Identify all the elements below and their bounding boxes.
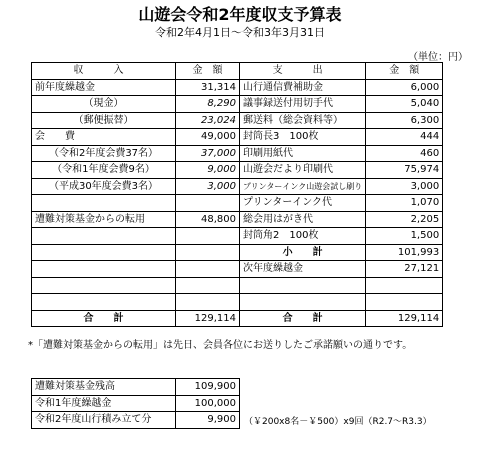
income-item: （令和1年度会費9名） — [32, 162, 176, 179]
income-item — [32, 228, 176, 245]
income-header: 収 入 — [32, 63, 176, 80]
income-amount — [176, 261, 240, 278]
expense-item: 郵送料（総会資料等） — [240, 112, 366, 129]
expense-header: 支 出 — [240, 63, 366, 80]
table-row — [32, 379, 240, 396]
income-item: （現金） — [32, 96, 176, 113]
budget-table — [31, 62, 443, 327]
expense-subtotal-label: 小 計 — [240, 244, 366, 261]
table-row — [32, 294, 443, 311]
income-item: （郵便振替） — [32, 112, 176, 129]
income-item: 会 費 — [32, 129, 176, 146]
balance-value: 9,900 — [176, 412, 240, 429]
income-item — [32, 277, 176, 294]
income-total-label: 合 計 — [32, 310, 176, 327]
expense-amount: 3,000 — [366, 178, 443, 195]
income-item: （平成30年度会費3名） — [32, 178, 176, 195]
expense-item: 封筒長3 100枚 — [240, 129, 366, 146]
expense-amount: 444 — [366, 129, 443, 146]
income-total-amount: 129,114 — [176, 310, 240, 327]
income-amount-header: 金 額 — [176, 63, 240, 80]
income-amount: 8,290 — [176, 96, 240, 113]
table-row — [32, 277, 443, 294]
expense-subtotal-amount: 101,993 — [366, 244, 443, 261]
table-row — [32, 129, 443, 146]
expense-amount: 460 — [366, 145, 443, 162]
budget-header-row — [32, 63, 443, 80]
expense-item — [240, 294, 366, 311]
balance-table — [31, 378, 240, 429]
table-row — [32, 244, 443, 261]
fiscal-period: 令和2年4月1日～令和3年3月31日 — [155, 26, 325, 39]
income-item: 前年度繰越金 — [32, 79, 176, 96]
income-amount: 49,000 — [176, 129, 240, 146]
unit-label: （単位：円） — [408, 52, 468, 63]
expense-item — [240, 277, 366, 294]
income-item — [32, 261, 176, 278]
income-amount — [176, 294, 240, 311]
table-row — [32, 79, 443, 96]
expense-item: 総会用はがき代 — [240, 211, 366, 228]
expense-amount: 75,974 — [366, 162, 443, 179]
income-amount: 3,000 — [176, 178, 240, 195]
income-amount — [176, 195, 240, 212]
balance-label: 令和1年度繰越金 — [32, 395, 176, 412]
expense-amount: 27,121 — [366, 261, 443, 278]
footnote: *「遭難対策基金からの転用」は先日、会員各位にお送りしたご承諾願いの通りです。 — [28, 340, 413, 351]
expense-total-label: 合 計 — [240, 310, 366, 327]
balance-label: 令和2年度山行積み立て分 — [32, 412, 176, 429]
income-amount: 23,024 — [176, 112, 240, 129]
table-row — [32, 195, 443, 212]
income-amount — [176, 228, 240, 245]
expense-item: 印刷用紙代 — [240, 145, 366, 162]
income-amount — [176, 244, 240, 261]
table-row — [32, 178, 443, 195]
expense-amount: 1,070 — [366, 195, 443, 212]
income-amount: 31,314 — [176, 79, 240, 96]
totals-row — [32, 310, 443, 327]
table-row — [32, 162, 443, 179]
income-amount: 9,000 — [176, 162, 240, 179]
expense-amount: 6,300 — [366, 112, 443, 129]
income-amount: 37,000 — [176, 145, 240, 162]
income-item — [32, 195, 176, 212]
income-item: （令和2年度会費37名） — [32, 145, 176, 162]
calculation-note: （￥200x8名－￥500）x9回（R2.7～R3.3） — [244, 417, 432, 427]
balance-value: 100,000 — [176, 395, 240, 412]
page-title: 山遊会令和2年度収支予算表 — [138, 5, 342, 24]
expense-amount-header: 金 額 — [366, 63, 443, 80]
expense-item: プリンターインク代 — [240, 195, 366, 212]
expense-item: 山遊会だより印刷代 — [240, 162, 366, 179]
expense-amount — [366, 277, 443, 294]
income-item — [32, 244, 176, 261]
income-amount: 48,800 — [176, 211, 240, 228]
expense-item: 封筒角2 100枚 — [240, 228, 366, 245]
table-row — [32, 412, 240, 429]
expense-total-amount: 129,114 — [366, 310, 443, 327]
expense-amount: 2,205 — [366, 211, 443, 228]
expense-amount: 1,500 — [366, 228, 443, 245]
table-row — [32, 112, 443, 129]
expense-item: 山行通信費補助金 — [240, 79, 366, 96]
table-row — [32, 211, 443, 228]
expense-item: 次年度繰越金 — [240, 261, 366, 278]
expense-item: プリンターインク山遊会試し刷り — [240, 178, 366, 195]
expense-amount: 5,040 — [366, 96, 443, 113]
income-item: 遭難対策基金からの転用 — [32, 211, 176, 228]
table-row — [32, 145, 443, 162]
expense-amount — [366, 294, 443, 311]
balance-value: 109,900 — [176, 379, 240, 396]
income-item — [32, 294, 176, 311]
table-row — [32, 395, 240, 412]
income-amount — [176, 277, 240, 294]
expense-item: 議事録送付用切手代 — [240, 96, 366, 113]
balance-label: 遭難対策基金残高 — [32, 379, 176, 396]
table-row — [32, 261, 443, 278]
expense-amount: 6,000 — [366, 79, 443, 96]
table-row — [32, 228, 443, 245]
table-row — [32, 96, 443, 113]
